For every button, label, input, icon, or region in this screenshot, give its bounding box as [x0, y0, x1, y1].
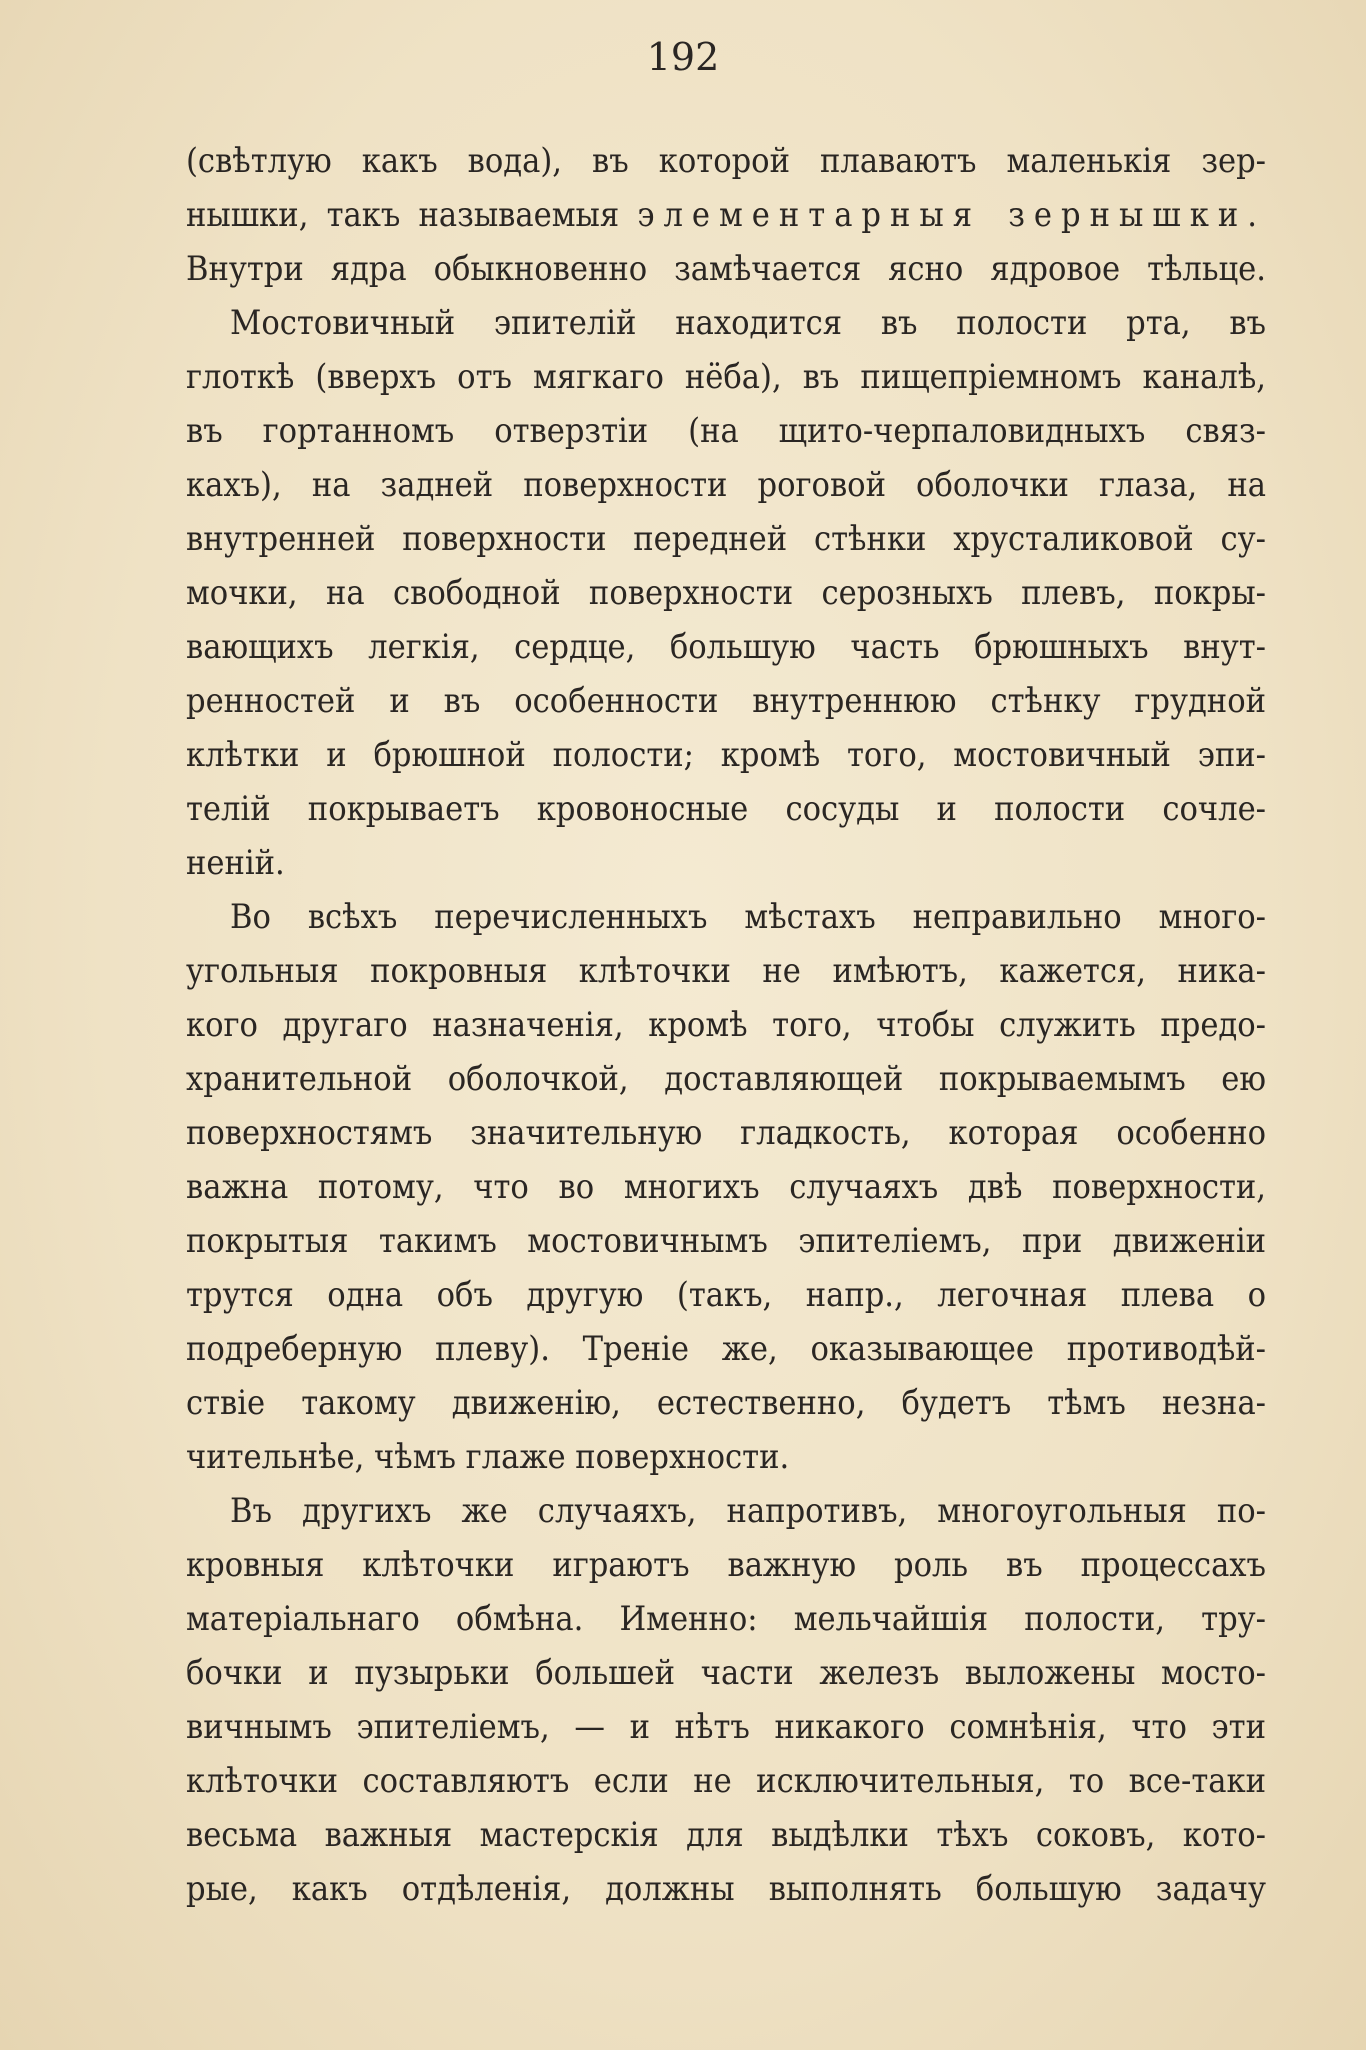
body-text	[186, 134, 1266, 1916]
text-line: покрытыя такимъ мостовичнымъ эпителіемъ, при движеніи	[186, 1221, 1266, 1261]
text-line: кого другаго назначенія, кромѣ того, чтобы служить предо-	[186, 1005, 1266, 1045]
paragraph-first-line: Во всѣхъ перечисленныхъ мѣстахъ неправильно много-	[230, 897, 1266, 937]
text-line: внутренней поверхности передней стѣнки хрусталиковой су-	[186, 519, 1266, 559]
text-line: хранительной оболочкой, доставляющей покрываемымъ ею	[186, 1059, 1266, 1099]
paragraph-first-line: Мостовичный эпителій находится въ полости рта, въ	[230, 303, 1266, 343]
text-line: угольныя покровныя клѣточки не имѣютъ, кажется, ника-	[186, 951, 1266, 991]
paragraph-first-line: Въ другихъ же случаяхъ, напротивъ, многоугольныя по-	[230, 1491, 1266, 1531]
spaced-term: элементарныя зернышки.	[637, 195, 1266, 235]
text-line: глоткѣ (вверхъ отъ мягкаго нёба), въ пищепріемномъ каналѣ,	[186, 357, 1266, 397]
text-line: ренностей и въ особенности внутреннюю стѣнку грудной	[186, 681, 1266, 721]
text-line: кахъ), на задней поверхности роговой оболочки глаза, на	[186, 465, 1266, 505]
text-line: поверхностямъ значительную гладкость, которая особенно	[186, 1113, 1266, 1153]
text-line: вающихъ легкія, сердце, большую часть брюшныхъ внут-	[186, 627, 1266, 667]
text-line: клѣтки и брюшной полости; кромѣ того, мостовичный эпи-	[186, 735, 1266, 775]
text-line: клѣточки составляютъ если не исключительныя, то все-таки	[186, 1761, 1266, 1801]
text-line: бочки и пузырьки большей части железъ выложены мосто-	[186, 1653, 1266, 1693]
text-line-start: нышки, такъ называемыя	[186, 195, 620, 235]
text-line: мочки, на свободной поверхности серозныхъ плевъ, покры-	[186, 573, 1266, 613]
text-line: трутся одна объ другую (такъ, напр., легочная плева о	[186, 1275, 1266, 1315]
text-line: ствіе такому движенію, естественно, будетъ тѣмъ незна-	[186, 1383, 1266, 1423]
text-line: кровныя клѣточки играютъ важную роль въ процессахъ	[186, 1545, 1266, 1585]
text-line: весьма важныя мастерскія для выдѣлки тѣхъ соковъ, кото-	[186, 1815, 1266, 1855]
text-line-with-spaced-term	[186, 188, 1266, 242]
text-line: (свѣтлую какъ вода), въ которой плаваютъ маленькія зер-	[186, 141, 1266, 181]
text-line: вичнымъ эпителіемъ, — и нѣтъ никакого сомнѣнія, что эти	[186, 1707, 1266, 1747]
text-line: въ гортанномъ отверзтіи (на щито-черпаловидныхъ связ-	[186, 411, 1266, 451]
text-line: матеріальнаго обмѣна. Именно: мельчайшія полости, тру-	[186, 1599, 1266, 1639]
page-number: 192	[646, 35, 720, 79]
text-line: рые, какъ отдѣленія, должны выполнять большую задачу	[186, 1869, 1266, 1909]
text-line: подреберную плеву). Треніе же, оказывающее противодѣй-	[186, 1329, 1266, 1369]
text-line: важна потому, что во многихъ случаяхъ двѣ поверхности,	[186, 1167, 1266, 1207]
text-line: телій покрываетъ кровоносные сосуды и полости сочле-	[186, 789, 1266, 829]
paragraph-last-line: чительнѣе, чѣмъ глаже поверхности.	[186, 1437, 790, 1477]
paragraph-last-line: неній.	[186, 843, 285, 883]
text-line: Внутри ядра обыкновенно замѣчается ясно ядровое тѣльце.	[186, 249, 1266, 289]
